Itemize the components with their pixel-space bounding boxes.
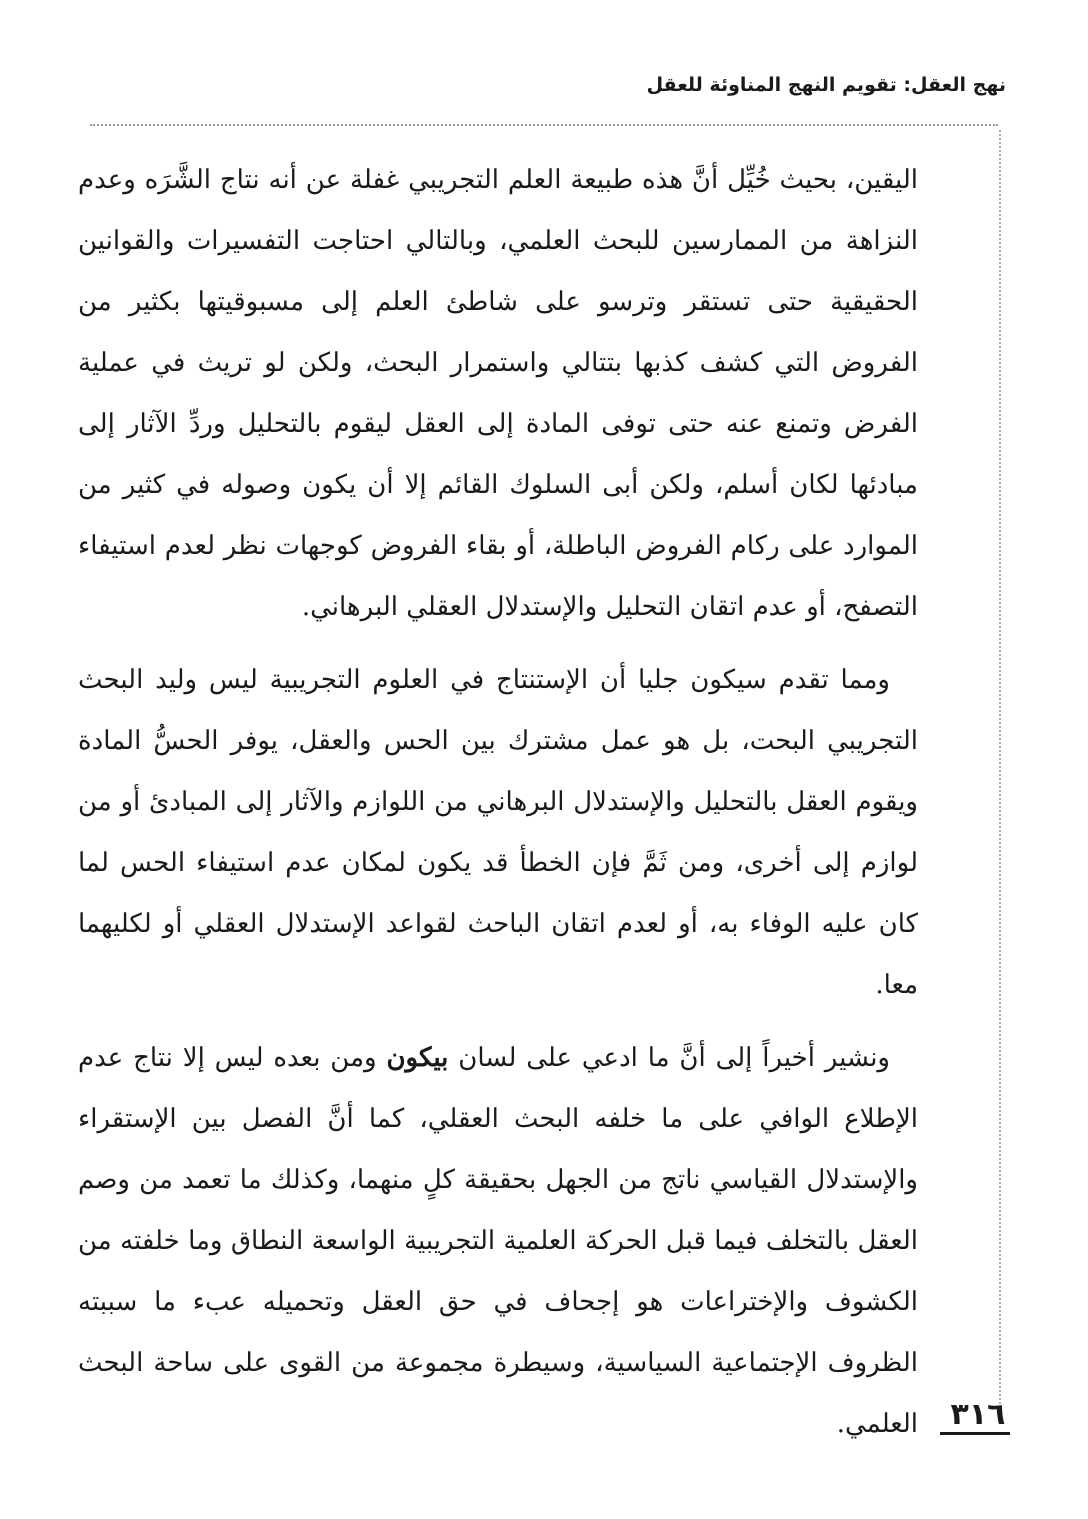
running-header: نهج العقل: تقويم النهج المناوئة للعقل [646, 74, 1006, 96]
page-number-underline [940, 1432, 1010, 1435]
paragraph-2: ومما تقدم سيكون جليا أن الإستنتاج في العلوم التجريبية ليس وليد البحث التجريبي البحت، بل هو عمل مشترك بين الحس والعقل، يوفر الحسُّ المادة ويقوم العقل بالتحليل والإستدلال البرهاني من اللوازم والآثار إلى المبادئ أو من لوازم إلى أخرى، ومن ثَمَّ فإن الخطأ قد يكون لمكان عدم استيفاء الحس لما كان عليه الوفاء به، أو لعدم اتقان الباحث لقواعد الإستدلال العقلي أو لكليهما معا. [78, 665, 918, 1000]
page-number: ٣١٦ [950, 1397, 1006, 1432]
paragraph-3 [78, 1028, 918, 1455]
bacon-name: بيكون [386, 1043, 449, 1073]
header-dotted-rule [90, 124, 998, 126]
paragraph-3-rest: ومن بعده ليس إلا نتاج عدم الإطلاع الوافي على ما خلفه البحث العقلي، كما أنَّ الفصل بين الإستقراء والإستدلال القياسي ناتج من الجهل بحقيقة كلٍ منهما، وكذلك ما تعمد من وصم العقل بالتخلف فيما قبل الحركة العلمية التجريبية الواسعة النطاق وما خلفته من الكشوف والإختراعات هو إجحاف في حق العقل وتحميله عبء ما سببته الظروف الإجتماعية السياسية، وسيطرة مجموعة من القوى على ساحة البحث العلمي. [78, 1043, 918, 1439]
body-text [78, 150, 918, 1467]
paragraph-3-start: ونشير أخيراً إلى أنَّ ما ادعي على لسان [448, 1043, 890, 1073]
paragraph-1: اليقين، بحيث خُيِّل أنَّ هذه طبيعة العلم التجريبي غفلة عن أنه نتاج الشَّرَه وعدم النزاهة من الممارسين للبحث العلمي، وبالتالي احتاجت التفسيرات والقوانين الحقيقية حتى تستقر وترسو على شاطئ العلم إلى مسبوقيتها بكثير من الفروض التي كشف كذبها بتتالي واستمرار البحث، ولكن لو تريث في عملية الفرض وتمنع عنه حتى توفى المادة إلى العقل ليقوم بالتحليل وردِّ الآثار إلى مبادئها لكان أسلم، ولكن أبى السلوك القائم إلا أن يكون وصوله في كثير من الموارد على ركام الفروض الباطلة، أو بقاء الفروض كوجهات نظر لعدم استيفاء التصفح، أو عدم اتقان التحليل والإستدلال العقلي البرهاني. [78, 165, 918, 622]
margin-dotted-rule [999, 130, 1001, 1420]
